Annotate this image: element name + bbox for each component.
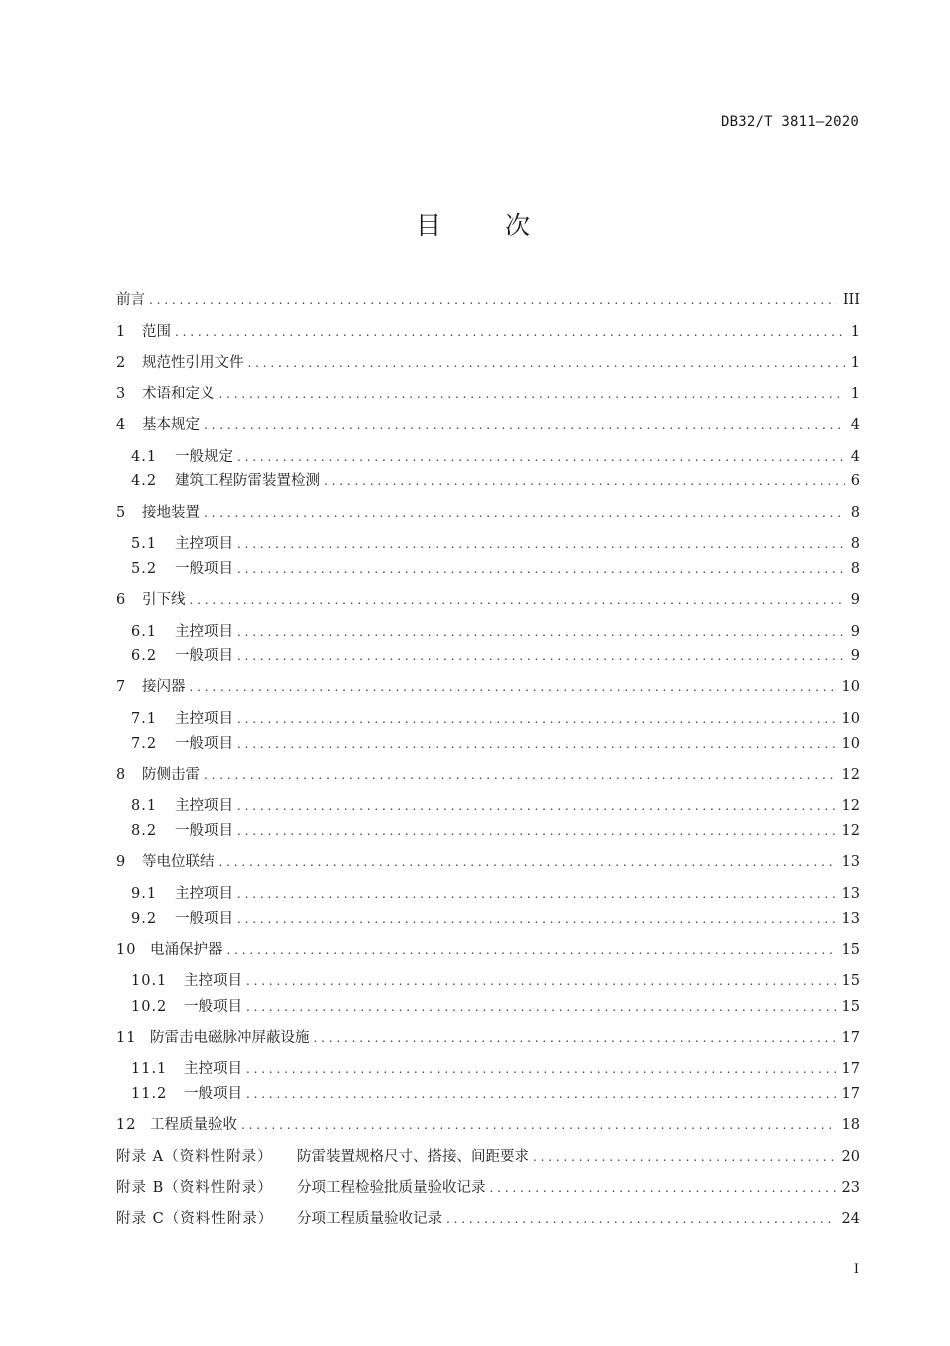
- toc-entry-title: 接闪器: [142, 679, 186, 695]
- toc-entry-title: 分项工程质量验收记录: [297, 1211, 442, 1227]
- toc-entry-page: III: [842, 292, 860, 308]
- toc-entry[interactable]: [131, 707, 860, 731]
- toc-entry-title: 主控项目: [184, 973, 242, 989]
- toc-entry[interactable]: [131, 732, 860, 756]
- toc-entry[interactable]: [116, 763, 860, 787]
- toc-entry-number: 9: [116, 854, 127, 870]
- toc-entry-title: 主控项目: [175, 711, 233, 727]
- toc-entry-page: 13: [841, 911, 860, 927]
- toc-entry-number: 4: [116, 417, 127, 433]
- toc-entry-title: 工程质量验收: [150, 1117, 237, 1133]
- toc-entry[interactable]: [131, 644, 860, 668]
- toc-entry-number: 8: [116, 767, 127, 783]
- toc-entry-number: 6: [116, 592, 127, 608]
- toc-entry-title: 一般项目: [175, 648, 233, 664]
- toc-entry-title: 等电位联结: [142, 854, 215, 870]
- toc-entry[interactable]: [116, 938, 860, 962]
- toc-entry[interactable]: [116, 1176, 860, 1200]
- toc-entry-title: 主控项目: [175, 536, 233, 552]
- dot-leader: [324, 469, 845, 493]
- dot-leader: [246, 1082, 836, 1106]
- toc-entry-page: 9: [850, 648, 860, 664]
- toc-entry-number: 3: [116, 386, 127, 402]
- toc-entry[interactable]: [131, 969, 860, 993]
- toc-entry-title: 基本规定: [142, 417, 200, 433]
- toc-entry-title: 主控项目: [175, 624, 233, 640]
- toc-entry-title: 防雷装置规格尺寸、搭接、间距要求: [297, 1149, 529, 1165]
- toc-entry-page: 24: [841, 1211, 860, 1227]
- toc-entry[interactable]: [116, 1207, 860, 1231]
- toc-entry-number: 10: [116, 942, 137, 958]
- toc-entry-page: 4: [850, 449, 860, 465]
- dot-leader: [237, 445, 845, 469]
- dot-leader: [190, 588, 845, 612]
- dot-leader: [246, 995, 836, 1019]
- dot-leader: [237, 819, 836, 843]
- page-number: I: [853, 1262, 859, 1277]
- toc-entry-title: 前言: [116, 292, 145, 308]
- toc-entry-title: 主控项目: [184, 1061, 242, 1077]
- toc-entry-title: 一般项目: [175, 911, 233, 927]
- toc-entry-number: 6.2: [131, 648, 158, 664]
- dot-leader: [204, 763, 836, 787]
- toc-entry[interactable]: [116, 320, 860, 344]
- toc-entry-page: 8: [850, 536, 860, 552]
- dot-leader: [190, 675, 836, 699]
- toc-entry-page: 6: [850, 473, 860, 489]
- toc-entry-title: 分项工程检验批质量验收记录: [297, 1180, 486, 1196]
- toc-entry-number: 12: [116, 1117, 137, 1133]
- toc-entry-title: 一般规定: [175, 449, 233, 465]
- toc-entry-number: 5.2: [131, 561, 158, 577]
- toc-entry[interactable]: [116, 1145, 860, 1169]
- document-code: DB32/T 3811—2020: [720, 114, 859, 130]
- toc-entry-number: 8.2: [131, 823, 158, 839]
- toc-entry-page: 1: [850, 355, 860, 371]
- toc-entry-title: 主控项目: [175, 798, 233, 814]
- toc-entry-title: 接地装置: [142, 505, 200, 521]
- dot-leader: [248, 351, 845, 375]
- dot-leader: [446, 1207, 836, 1231]
- toc-entry[interactable]: [116, 675, 860, 699]
- toc-entry-number: 7.1: [131, 711, 158, 727]
- toc-entry-page: 23: [841, 1180, 860, 1196]
- toc-entry-page: 17: [841, 1030, 860, 1046]
- dot-leader: [314, 1026, 836, 1050]
- dot-leader: [533, 1145, 836, 1169]
- dot-leader: [490, 1176, 836, 1200]
- toc-entry-page: 13: [841, 886, 860, 902]
- dot-leader: [175, 320, 845, 344]
- toc-entry-page: 15: [841, 942, 860, 958]
- dot-leader: [237, 532, 845, 556]
- dot-leader: [246, 1057, 836, 1081]
- toc-entry-title: 一般项目: [175, 823, 233, 839]
- dot-leader: [149, 288, 837, 312]
- toc-entry-number: 8.1: [131, 798, 158, 814]
- toc-entry-title: 一般项目: [184, 999, 242, 1015]
- toc-entry-number: 2: [116, 355, 127, 371]
- toc-entry-page: 8: [850, 561, 860, 577]
- toc-entry-title: 建筑工程防雷装置检测: [175, 473, 320, 489]
- dot-leader: [227, 938, 836, 962]
- dot-leader: [237, 794, 836, 818]
- toc-entry-page: 8: [850, 505, 860, 521]
- toc-entry[interactable]: [131, 819, 860, 843]
- toc-entry[interactable]: [131, 469, 860, 493]
- toc-entry[interactable]: [116, 382, 860, 406]
- dot-leader: [237, 907, 836, 931]
- toc-entry-number: 7.2: [131, 736, 158, 752]
- dot-leader: [237, 882, 836, 906]
- toc-entry-page: 4: [850, 417, 860, 433]
- toc-entry-number: 1: [116, 324, 127, 340]
- toc-entry-page: 17: [841, 1061, 860, 1077]
- toc-entry[interactable]: [131, 620, 860, 644]
- toc-entry-number: 附录 B（资料性附录）: [116, 1180, 273, 1196]
- toc-entry-page: 1: [850, 324, 860, 340]
- toc-entry-page: 9: [850, 624, 860, 640]
- toc-entry-page: 12: [841, 767, 860, 783]
- toc-entry[interactable]: [131, 532, 860, 556]
- toc-entry-number: 4.1: [131, 449, 158, 465]
- toc-entry-page: 18: [841, 1117, 860, 1133]
- toc-entry[interactable]: [131, 1057, 860, 1081]
- toc-entry[interactable]: [116, 850, 860, 874]
- toc-entry[interactable]: [131, 995, 860, 1019]
- toc-entry[interactable]: [131, 1082, 860, 1106]
- toc-entry-page: 12: [841, 823, 860, 839]
- dot-leader: [237, 707, 836, 731]
- toc-entry-page: 9: [850, 592, 860, 608]
- toc-entry-number: 附录 C（资料性附录）: [116, 1211, 274, 1227]
- toc-entry-number: 附录 A（资料性附录）: [116, 1149, 273, 1165]
- toc-entry[interactable]: [131, 557, 860, 581]
- dot-leader: [237, 732, 836, 756]
- toc-entry-title: 一般项目: [175, 561, 233, 577]
- toc-entry-number: 7: [116, 679, 127, 695]
- toc-entry-number: 11.2: [131, 1086, 168, 1102]
- dot-leader: [219, 850, 836, 874]
- toc-entry[interactable]: [116, 288, 860, 312]
- toc-entry-title: 防雷击电磁脉冲屏蔽设施: [150, 1030, 310, 1046]
- toc-entry-title: 防侧击雷: [142, 767, 200, 783]
- toc-entry-number: 10.2: [131, 999, 168, 1015]
- dot-leader: [204, 413, 845, 437]
- toc-entry[interactable]: [116, 501, 860, 525]
- toc-entry[interactable]: [116, 588, 860, 612]
- dot-leader: [219, 382, 845, 406]
- toc-entry-number: 5: [116, 505, 127, 521]
- toc-entry-title: 术语和定义: [142, 386, 215, 402]
- dot-leader: [241, 1113, 836, 1137]
- toc-entry-number: 9.2: [131, 911, 158, 927]
- toc-entry-number: 11: [116, 1030, 137, 1046]
- toc-entry-title: 电涌保护器: [150, 942, 223, 958]
- toc-entry-number: 6.1: [131, 624, 158, 640]
- dot-leader: [246, 969, 836, 993]
- toc-entry-page: 1: [850, 386, 860, 402]
- toc-entry-page: 10: [841, 736, 860, 752]
- toc-entry-page: 15: [841, 999, 860, 1015]
- dot-leader: [237, 557, 845, 581]
- toc-entry-number: 5.1: [131, 536, 158, 552]
- toc-entry-page: 10: [841, 711, 860, 727]
- toc-entry[interactable]: [116, 413, 860, 437]
- toc-entry-number: 4.2: [131, 473, 158, 489]
- toc-entry-page: 12: [841, 798, 860, 814]
- toc-entry-number: 11.1: [131, 1061, 168, 1077]
- toc-entry[interactable]: [116, 1113, 860, 1137]
- toc-entry-title: 引下线: [142, 592, 186, 608]
- toc-entry-page: 20: [841, 1149, 860, 1165]
- toc-entry[interactable]: [116, 351, 860, 375]
- toc-entry-page: 17: [841, 1086, 860, 1102]
- toc-entry[interactable]: [131, 882, 860, 906]
- toc-entry-page: 10: [841, 679, 860, 695]
- toc-entry-title: 范围: [142, 324, 171, 340]
- dot-leader: [204, 501, 845, 525]
- toc-entry-number: 10.1: [131, 973, 168, 989]
- toc-entry[interactable]: [131, 907, 860, 931]
- toc-entry-page: 13: [841, 854, 860, 870]
- toc-entry[interactable]: [131, 445, 860, 469]
- toc-entry-title: 一般项目: [175, 736, 233, 752]
- toc-entry-number: 9.1: [131, 886, 158, 902]
- dot-leader: [237, 644, 845, 668]
- dot-leader: [237, 620, 845, 644]
- page-title: 目 次: [416, 211, 558, 240]
- toc-entry-page: 15: [841, 973, 860, 989]
- toc-entry-title: 主控项目: [175, 886, 233, 902]
- toc-entry[interactable]: [131, 794, 860, 818]
- toc-entry-title: 规范性引用文件: [142, 355, 244, 371]
- toc-entry-title: 一般项目: [184, 1086, 242, 1102]
- toc-entry[interactable]: [116, 1026, 860, 1050]
